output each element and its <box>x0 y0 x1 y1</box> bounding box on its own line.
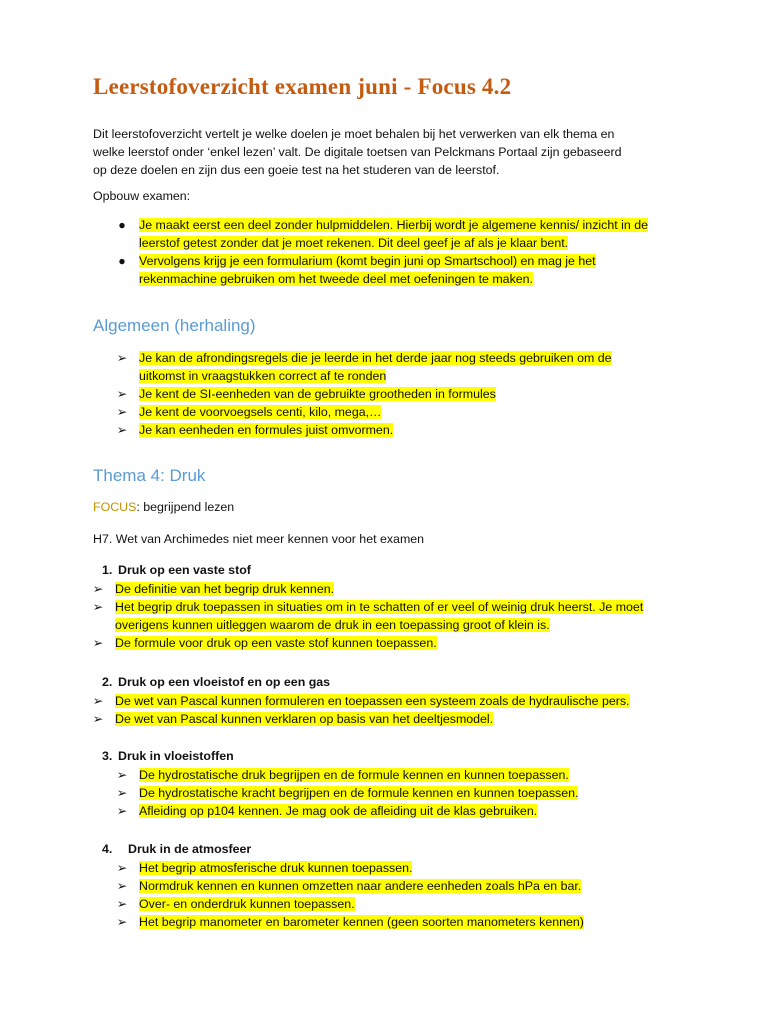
arrow-bullet-icon: ➢ <box>92 712 104 726</box>
arrow-bullet-icon: ➢ <box>92 600 104 614</box>
arrow-bullet-icon: ➢ <box>116 879 128 893</box>
intro-paragraph <box>93 125 693 179</box>
arrow-bullet-icon: ➢ <box>116 804 128 818</box>
opbouw-list <box>118 216 648 288</box>
section-heading-algemeen: Algemeen (herhaling) <box>93 316 256 335</box>
list-item: ➢ De definitie van het begrip druk kennen. <box>92 582 335 596</box>
list-item: ➢ Normdruk kennen en kunnen omzetten naar andere eenheden zoals hPa en bar. <box>116 879 582 893</box>
opbouw-heading: Opbouw examen: <box>93 189 191 203</box>
list-item: ➢ De wet van Pascal kunnen formuleren en toepassen een systeem zoals de hydraulische pers. <box>92 694 630 708</box>
list-item: ➢ De hydrostatische druk begrijpen en de formule kennen en kunnen toepassen. <box>116 768 569 782</box>
list-item: ➢ De hydrostatische kracht begrijpen en de formule kennen en kunnen toepassen. <box>116 786 579 800</box>
list-item: ➢ Het begrip manometer en barometer kennen (geen soorten manometers kennen) <box>116 915 584 929</box>
arrow-bullet-icon: ➢ <box>116 897 128 911</box>
intro-line: op deze doelen en zijn dus een goeie test na het studeren van de leerstof. <box>93 163 500 177</box>
subsection-list <box>116 766 579 820</box>
subsection-list <box>92 692 630 728</box>
intro-line: welke leerstof onder ‘enkel lezen’ valt. De digitale toetsen van Pelckmans Portaal zijn gebaseerd <box>93 145 622 159</box>
arrow-bullet-icon: ➢ <box>116 786 128 800</box>
focus-line <box>93 500 234 514</box>
bullet-dot-icon: ● <box>118 218 126 232</box>
list-item: ➢ Het begrip druk toepassen in situaties om in te schatten of er veel of weinig druk heerst. Je moet overigens kunnen uitleggen waarom de druk in een toepassing groot of klein is. <box>92 600 644 632</box>
list-item: ➢ Je kent de voorvoegsels centi, kilo, mega,… <box>116 405 382 419</box>
focus-text: : begrijpend lezen <box>136 500 235 514</box>
list-item: ● Vervolgens krijg je een formularium (komt begin juni op Smartschool) en mag je het rekenmachine gebruiken om het tweede deel met oefeningen te maken. <box>139 252 648 288</box>
arrow-bullet-icon: ➢ <box>92 694 104 708</box>
subsection-list <box>116 859 584 931</box>
subsection-title: 1. Druk op een vaste stof <box>102 563 251 577</box>
list-item: ➢ Je kent de SI-eenheden van de gebruikte grootheden in formules <box>116 387 496 401</box>
list-item: ● Je maakt eerst een deel zonder hulpmiddelen. Hierbij wordt je algemene kennis/ inzicht in de leerstof getest zonder dat je moet rekenen. Dit deel geef je af als je klaar bent. <box>139 216 648 252</box>
arrow-bullet-icon: ➢ <box>116 768 128 782</box>
arrow-bullet-icon: ➢ <box>92 582 104 596</box>
focus-label: FOCUS <box>93 500 137 514</box>
arrow-bullet-icon: ➢ <box>116 405 128 419</box>
arrow-bullet-icon: ➢ <box>116 351 128 365</box>
list-item: ➢ Afleiding op p104 kennen. Je mag ook de afleiding uit de klas gebruiken. <box>116 804 538 818</box>
arrow-bullet-icon: ➢ <box>92 636 104 650</box>
section-heading-thema4: Thema 4: Druk <box>93 466 206 485</box>
subsection-title: 3. Druk in vloeistoffen <box>102 749 234 763</box>
list-item: ➢ Je kan de afrondingsregels die je leerde in het derde jaar nog steeds gebruiken om de uitkomst in vraagstukken correct af te ronden <box>116 351 612 383</box>
subsection-list <box>92 580 644 652</box>
exam-note: H7. Wet van Archimedes niet meer kennen voor het examen <box>93 532 425 546</box>
arrow-bullet-icon: ➢ <box>116 915 128 929</box>
arrow-bullet-icon: ➢ <box>116 861 128 875</box>
list-item: ➢ Het begrip atmosferische druk kunnen toepassen. <box>116 861 413 875</box>
list-item: ➢ Je kan eenheden en formules juist omvormen. <box>116 423 394 437</box>
algemeen-list <box>116 349 612 439</box>
list-item: ➢ Over- en onderdruk kunnen toepassen. <box>116 897 355 911</box>
subsection-title: 2. Druk op een vloeistof en op een gas <box>102 675 331 689</box>
bullet-dot-icon: ● <box>118 254 126 268</box>
subsection-title: 4. Druk in de atmosfeer <box>102 842 252 856</box>
intro-line: Dit leerstofoverzicht vertelt je welke doelen je moet behalen bij het verwerken van elk thema en <box>93 127 615 141</box>
list-item: ➢ De wet van Pascal kunnen verklaren op basis van het deeltjesmodel. <box>92 712 494 726</box>
list-item: ➢ De formule voor druk op een vaste stof kunnen toepassen. <box>92 636 437 650</box>
arrow-bullet-icon: ➢ <box>116 387 128 401</box>
arrow-bullet-icon: ➢ <box>116 423 128 437</box>
document-title: Leerstofoverzicht examen juni - Focus 4.2 <box>93 74 512 99</box>
